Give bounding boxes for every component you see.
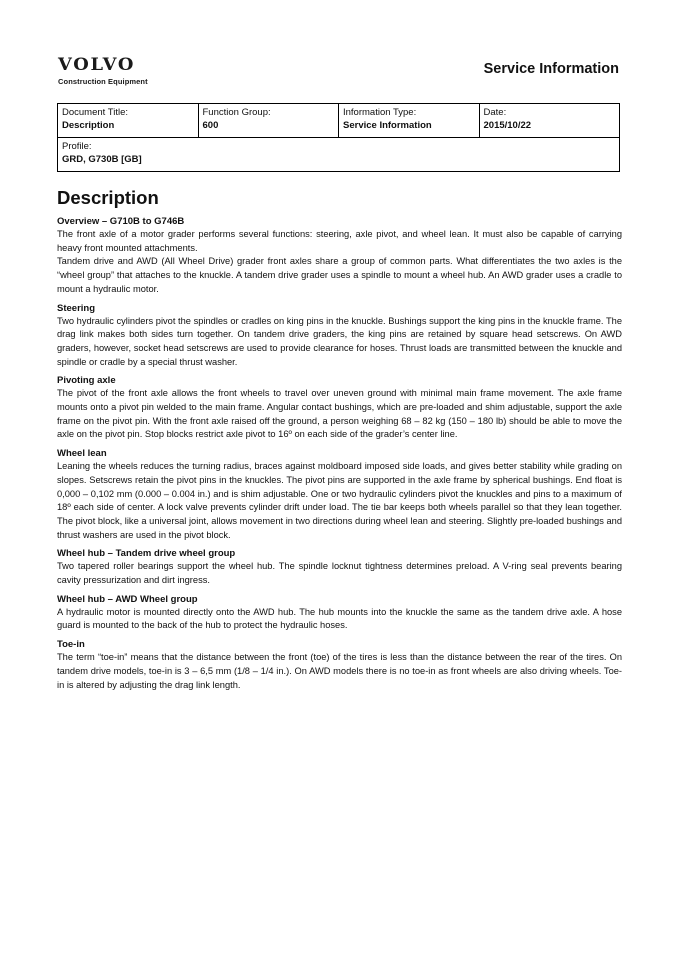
section-paragraph: Two tapered roller bearings support the wheel hub. The spindle locknut tightness determines preload. A V-ring seal prevents bearing cavity pressurization and dirt ingress. (57, 561, 622, 586)
document-title-label: Document Title: (62, 107, 128, 118)
information-type-value: Service Information (343, 119, 432, 131)
date-value: 2015/10/22 (483, 119, 532, 131)
document-meta-table (57, 103, 620, 172)
brand-name: VOLVO (58, 55, 136, 74)
document-title-value: Description (62, 119, 115, 131)
section-heading: Wheel hub – Tandem drive wheel group (57, 548, 236, 560)
page-title: Description (57, 187, 159, 208)
profile-cell (58, 138, 620, 172)
section-heading: Steering (57, 302, 96, 314)
information-type-label: Information Type: (343, 107, 417, 118)
date-cell (479, 104, 620, 138)
brand-subtitle: Construction Equipment (58, 77, 148, 86)
information-type-cell (339, 104, 480, 138)
section-heading: Overview – G710B to G746B (57, 216, 185, 227)
section-paragraph: The term “toe-in” means that the distance between the front (toe) of the tires is less than the distance between the rear of the tires. On tandem drive models, toe-in is 3 – 6,5 mm (1/8 – 1/4 in.). On AWD models there is no toe-in as front wheels are also driving wheels. Toe-in is altered by adjusting the drag link length. (57, 652, 622, 690)
section-heading: Pivoting axle (57, 375, 116, 387)
section-wheel-hub-tandem (57, 547, 622, 587)
document-title-cell (58, 104, 199, 138)
profile-value: GRD, G730B [GB] (62, 153, 142, 165)
section-paragraph: Leaning the wheels reduces the turning radius, braces against moldboard imposed side loads, and gives better stability while grading on slopes. Setscrews retain the pivot pins in the knuckles. The pivot pins are supported in the axle frame by spherical bushings. End float is 0,000 – 0,102 mm (0.000 – 0.004 in.) and is shim adjustable. One or two hydraulic cylinders pivot the knuckles and pins to a maximum of 18º each side of center. A lock valve prevents cylinder drift under load. The tie bar keeps both wheels parallel so that they lean together. The pivot block, like a universal joint, allows movement in two directions during wheel lean and steering. Slightly pre-loaded bushings and thrust washers are used in the pivot block. (57, 461, 622, 540)
section-heading: Toe-in (57, 639, 85, 651)
document-type-heading: Service Information (483, 61, 619, 77)
date-label: Date: (483, 107, 507, 118)
section-paragraph: The front axle of a motor grader performs several functions: steering, axle pivot, and wheel lean. It must also be capable of carrying heavy front mounted attachments. (57, 229, 622, 253)
section-heading: Wheel lean (57, 448, 107, 460)
section-wheel-hub-awd (57, 593, 622, 633)
section-steering (57, 302, 622, 370)
section-wheel-lean (57, 447, 622, 542)
volvo-logo (58, 57, 148, 86)
function-group-label: Function Group: (202, 107, 271, 118)
section-toe-in (57, 638, 622, 692)
section-paragraph: A hydraulic motor is mounted directly onto the AWD hub. The hub mounts into the knuckle the same as the tandem drive axle. A hose guard is mounted to the back of the hub to protect the hydraulic hoses. (57, 606, 622, 631)
section-paragraph: The pivot of the front axle allows the front wheels to travel over uneven ground with minimal main frame movement. The axle frame mounts onto a pivot pin welded to the main frame. Angular contact bushings, which are pre-loaded and shim adjustable, support the axle frame on the pivot pin. With the front axle raised off the ground, a person weighing 68 – 82 kg (150 – 180 lb) should be able to move the axle on the pivot pin. Stop blocks restrict axle pivot to 16º on each side of the grader’s center line. (57, 388, 622, 440)
function-group-value: 600 (202, 119, 219, 131)
function-group-cell (198, 104, 339, 138)
section-paragraph: Two hydraulic cylinders pivot the spindles or cradles on king pins in the knuckle. Bushings support the king pins in the knuckle frame. The drag link makes both sides turn together. On tandem drive graders, the king pins are retained by square head setscrews. On AWD graders, however, socket head setscrews are used to provide clearance for hoses. Thrust loads are transmitted between the knuckle and spindle or cradle by a special thrust washer. (57, 315, 622, 367)
section-paragraph: Tandem drive and AWD (All Wheel Drive) grader front axles share a group of common parts. What differentiates the two axles is the “wheel group” that attaches to the knuckle. A tandem drive grader uses a spindle to mount a wheel hub. An AWD grader uses a cradle to mount a hydraulic motor. (57, 256, 622, 294)
profile-label: Profile: (62, 141, 92, 152)
section-pivoting-axle (57, 374, 622, 442)
section-heading: Wheel hub – AWD Wheel group (57, 593, 198, 605)
document-body (57, 186, 622, 692)
section-overview (57, 215, 622, 297)
